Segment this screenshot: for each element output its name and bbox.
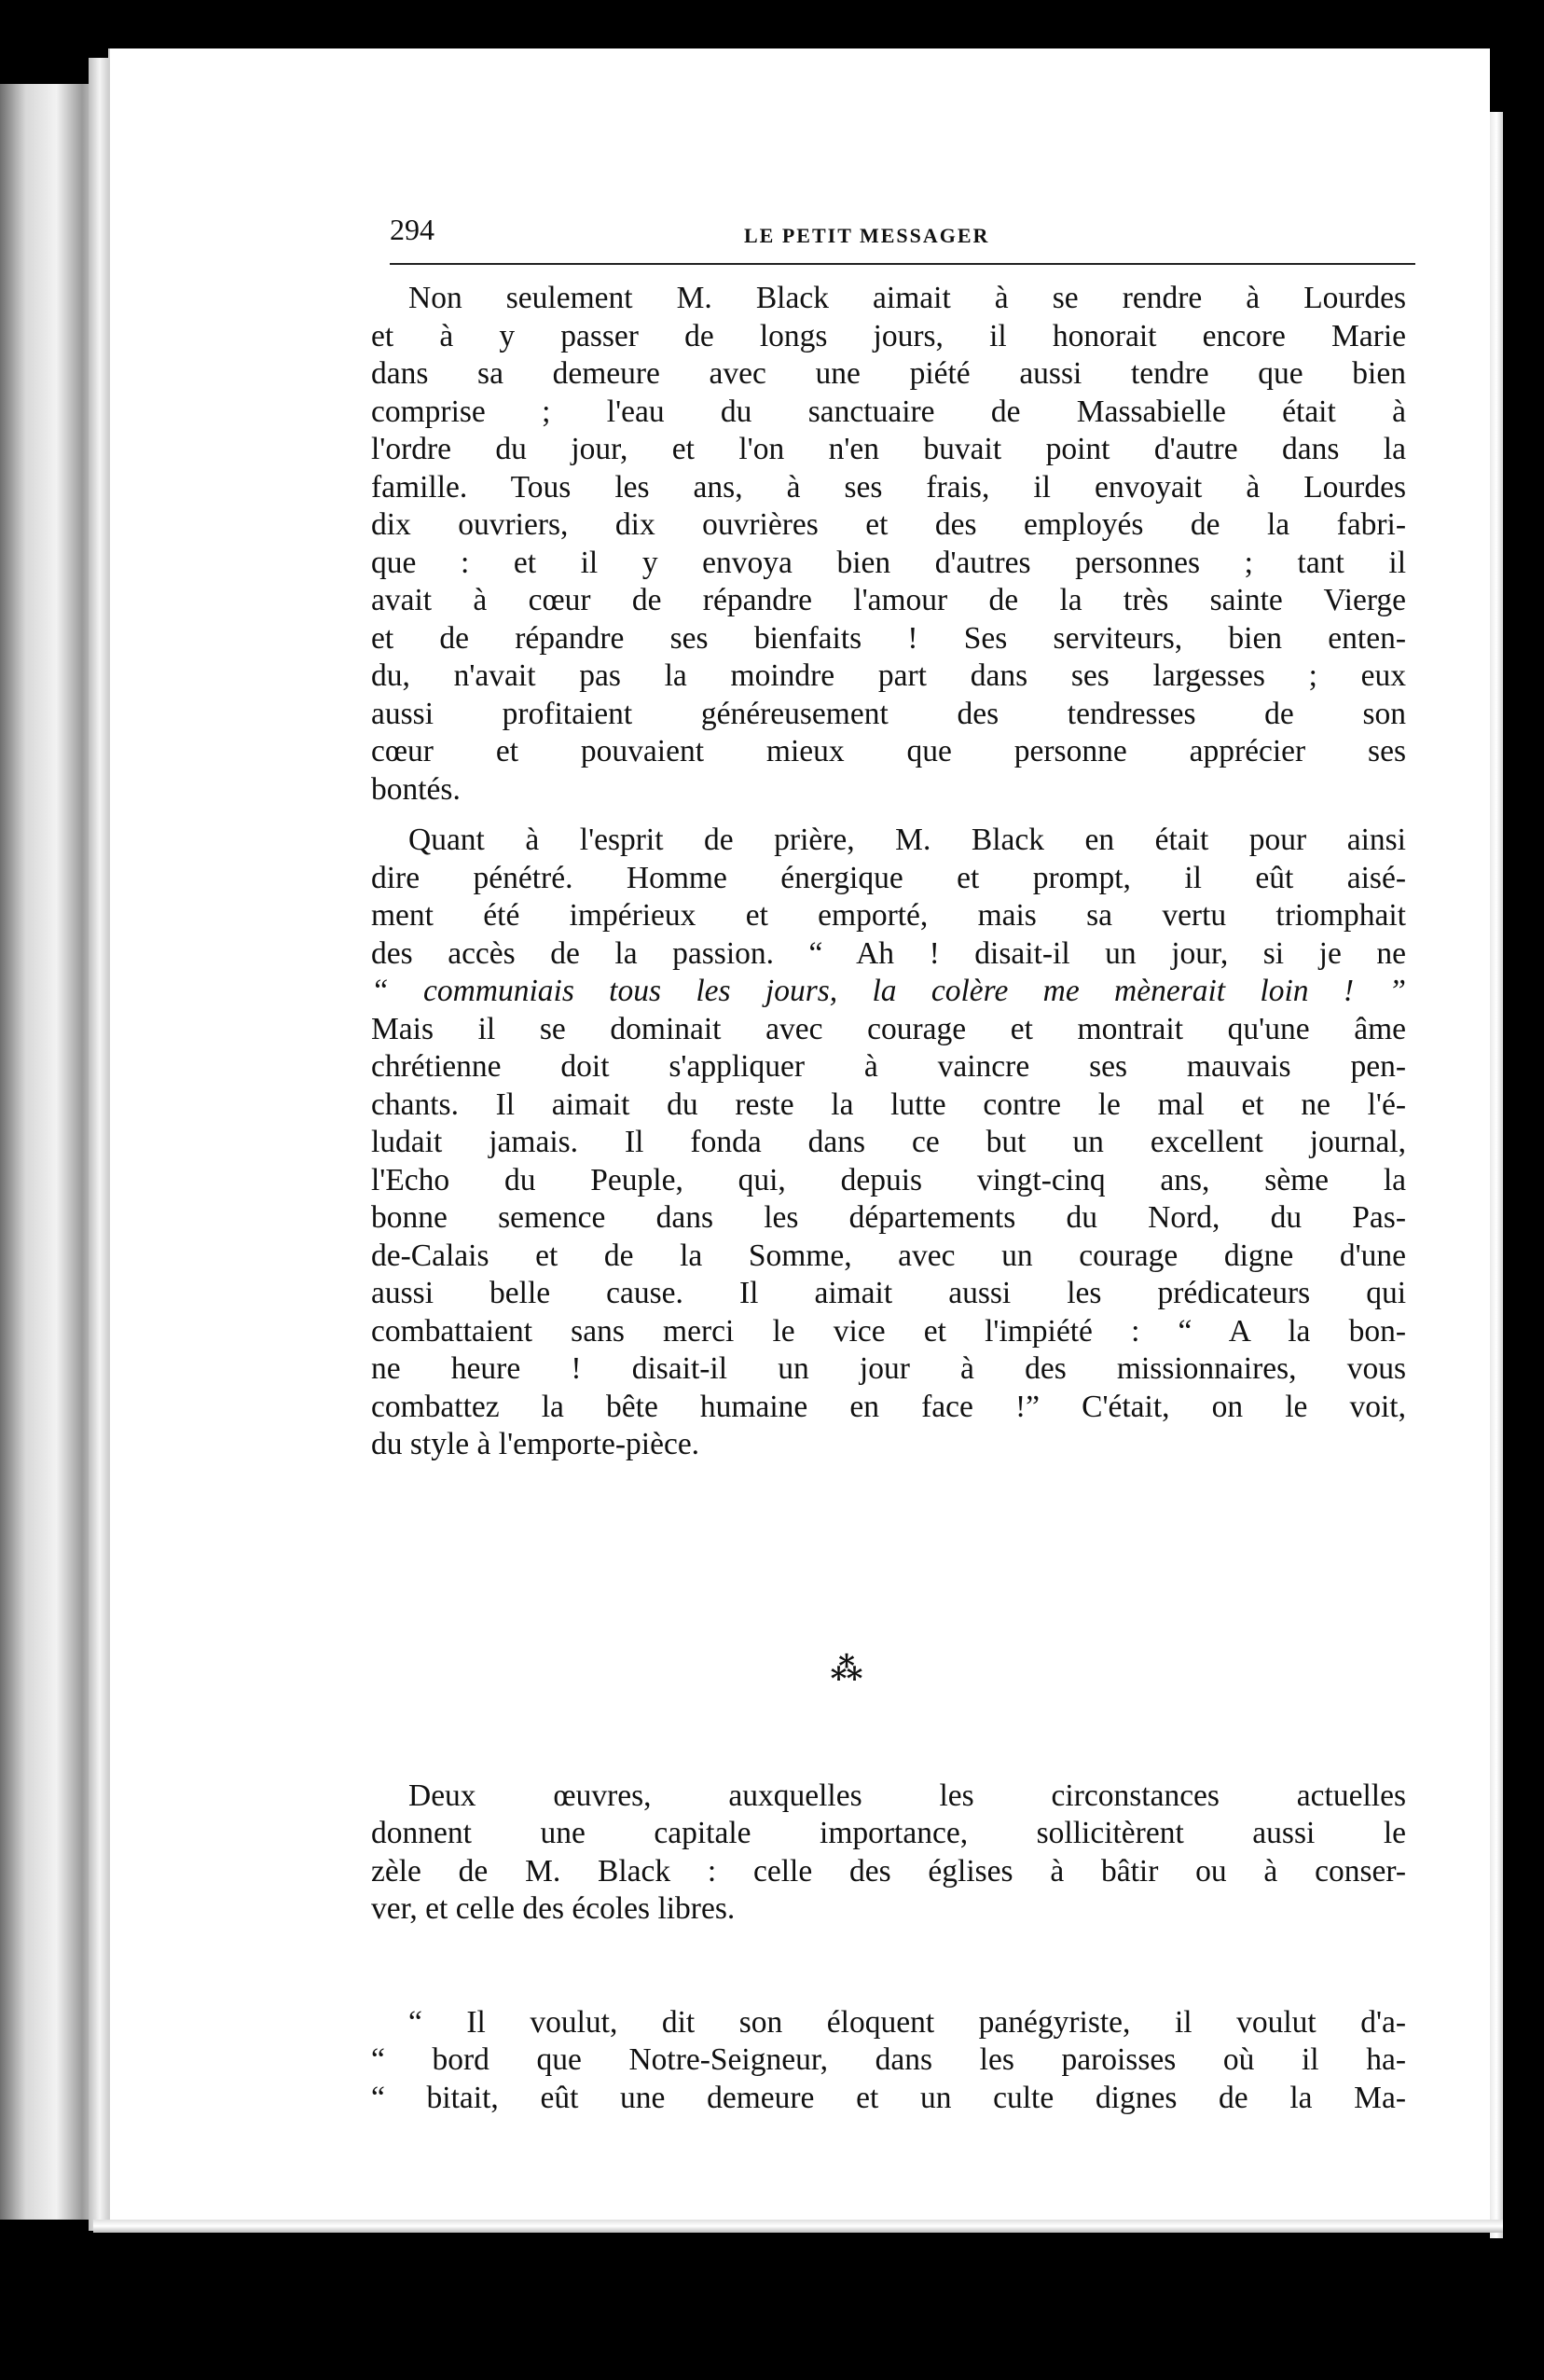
text-line: “ bitait, eût une demeure et un culte dignes de la Ma- xyxy=(371,2080,1406,2115)
text-line: combattaient sans merci le vice et l'impiété : “ A la bon- xyxy=(371,1313,1406,1349)
text-line: ver, et celle des écoles libres. xyxy=(371,1891,736,1926)
paragraph xyxy=(371,280,1406,809)
text-line: “ Il voulut, dit son éloquent panégyriste, il voulut d'a- xyxy=(408,2004,1406,2040)
text-line: du style à l'emporte-pièce. xyxy=(371,1427,700,1461)
text-line: ludait jamais. Il fonda dans ce but un excellent journal, xyxy=(371,1125,1406,1159)
text-line: des accès de la passion. “ Ah ! disait-il un jour, si je ne xyxy=(371,935,1406,971)
text-line: “ bord que Notre-Seigneur, dans les paroisses où il ha- xyxy=(371,2042,1406,2077)
page-right-edge xyxy=(1490,112,1503,2238)
paragraph xyxy=(371,1778,1406,1929)
text-line: dire pénétré. Homme énergique et prompt, il eût aisé- xyxy=(371,860,1406,895)
text-line: et de répandre ses bienfaits ! Ses serviteurs, bien enten- xyxy=(371,620,1406,656)
text-line: ne heure ! disait-il un jour à des missionnaires, vous xyxy=(371,1351,1406,1386)
text-line: comprise ; l'eau du sanctuaire de Massabielle était à xyxy=(371,394,1406,429)
text-line: de-Calais et de la Somme, avec un courage digne d'une xyxy=(371,1238,1406,1273)
book-binding xyxy=(0,84,103,2220)
text-line: aussi belle cause. Il aimait aussi les prédicateurs qui xyxy=(371,1276,1406,1310)
text-line: dans sa demeure avec une piété aussi tendre que bien xyxy=(371,356,1406,391)
asterism-separator: ⁂ xyxy=(830,1653,863,1687)
text-line: du, n'avait pas la moindre part dans ses largesses ; eux xyxy=(371,658,1406,693)
text-line: Deux œuvres, auxquelles les circonstances actuelles xyxy=(408,1778,1406,1813)
text-line: chants. Il aimait du reste la lutte contre le mal et ne l'é- xyxy=(371,1086,1406,1122)
text-line: chrétienne doit s'appliquer à vaincre ses mauvais pen- xyxy=(371,1049,1406,1084)
text-line: combattez la bête humaine en face !” C'était, on le voit, xyxy=(371,1389,1406,1424)
text-line: Non seulement M. Black aimait à se rendre à Lourdes xyxy=(408,281,1406,315)
text-line: famille. Tous les ans, à ses frais, il envoyait à Lourdes xyxy=(371,469,1406,505)
text-line: et à y passer de longs jours, il honorait encore Marie xyxy=(371,318,1406,353)
text-line: cœur et pouvaient mieux que personne apprécier ses xyxy=(371,734,1406,768)
text-block-lower xyxy=(371,1746,1406,2149)
page-number: 294 xyxy=(390,213,434,246)
text-line: avait à cœur de répandre l'amour de la très sainte Vierge xyxy=(371,583,1406,617)
paragraph xyxy=(371,2004,1406,2118)
text-line: l'ordre du jour, et l'on n'en buvait point d'autre dans la xyxy=(371,432,1406,466)
paragraph xyxy=(371,822,1406,1464)
page-bottom-edge xyxy=(93,2220,1503,2233)
text-line: l'Echo du Peuple, qui, depuis vingt-cinq ans, sème la xyxy=(371,1162,1406,1197)
text-line: ment été impérieux et emporté, mais sa vertu triomphait xyxy=(371,898,1406,933)
text-line: Quant à l'esprit de prière, M. Black en était pour ainsi xyxy=(408,823,1406,857)
text-line: aussi profitaient généreusement des tendresses de son xyxy=(371,696,1406,731)
text-block-upper xyxy=(371,280,1406,1464)
text-line: donnent une capitale importance, sollicitèrent aussi le xyxy=(371,1816,1406,1850)
text-line: bontés. xyxy=(371,771,461,807)
text-line: zèle de M. Black : celle des églises à bâtir ou à conser- xyxy=(371,1853,1406,1889)
text-line: bonne semence dans les départements du Nord, du Pas- xyxy=(371,1200,1406,1235)
text-line: que : et il y envoya bien d'autres personnes ; tant il xyxy=(371,545,1406,580)
text-line: dix ouvriers, dix ouvrières et des employés de la fabri- xyxy=(371,507,1406,542)
running-title: LE PETIT MESSAGER xyxy=(744,224,990,247)
text-line: Mais il se dominait avec courage et montrait qu'une âme xyxy=(371,1011,1406,1046)
text-line: “ communiais tous les jours, la colère me mènerait loin ! ” xyxy=(371,974,1406,1008)
running-head xyxy=(390,213,1415,265)
